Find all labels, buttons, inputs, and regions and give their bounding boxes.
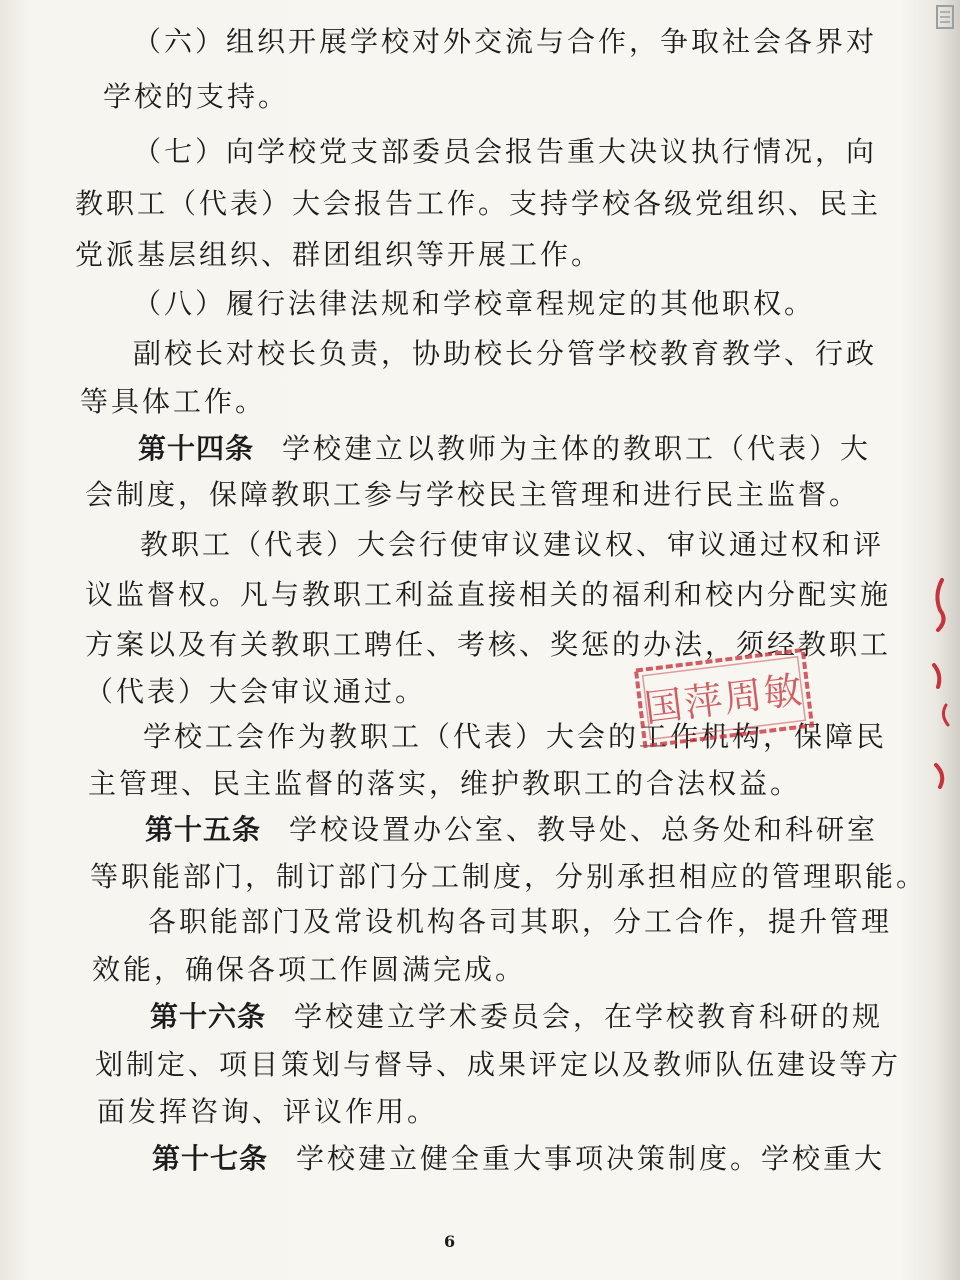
article-14-heading: 第十四条: [138, 432, 255, 465]
text-line-2: 学校的支持。: [103, 80, 290, 113]
text-line-24: 学校建立健全重大事项决策制度。学校重大: [296, 1142, 886, 1175]
text-line-16: 主管理、民主监督的落实，维护教职工的合法权益。: [88, 767, 802, 800]
svg-text:国萍周敏: 国萍周敏: [642, 667, 807, 731]
text-line-18: 等职能部门，制订部门分工制度，分别承担相应的管理职能。: [90, 860, 928, 893]
text-line-13: 方案以及有关教职工聘任、考核、奖惩的办法，须经教职工: [85, 628, 892, 661]
text-line-6: （八）履行法律法规和学校章程规定的其他职权。: [133, 287, 816, 320]
corner-mark-icon: [935, 4, 955, 30]
text-line-8: 等具体工作。: [80, 385, 267, 418]
text-line-9: 学校建立以教师为主体的教职工（代表）大: [282, 432, 872, 465]
text-line-23: 面发挥咨询、评议作用。: [97, 1095, 439, 1128]
text-line-4: 教职工（代表）大会报告工作。支持学校各级党组织、民主: [75, 187, 882, 220]
text-line-20: 效能，确保各项工作圆满完成。: [92, 953, 527, 986]
text-line-1: （六）组织开展学校对外交流与合作，争取社会各界对: [133, 25, 878, 58]
text-line-11: 教职工（代表）大会行使审议建议权、审议通过权和评: [140, 528, 885, 561]
article-15-heading: 第十五条: [145, 813, 262, 846]
text-line-12: 议监督权。凡与教职工利益直接相关的福利和校内分配实施: [85, 578, 892, 611]
text-line-21: 学校建立学术委员会，在学校教育科研的规: [294, 1000, 884, 1033]
page-number: 6: [444, 1232, 456, 1251]
text-line-14: （代表）大会审议通过。: [85, 675, 427, 708]
text-line-7: 副校长对校长负责，协助校长分管学校教育教学、行政: [133, 337, 878, 370]
text-line-19: 各职能部门及常设机构各司其职，分工合作，提升管理: [148, 905, 893, 938]
article-17-heading: 第十七条: [152, 1142, 269, 1175]
text-line-3: （七）向学校党支部委员会报告重大决议执行情况，向: [133, 135, 878, 168]
text-line-22: 划制定、项目策划与督导、成果评定以及教师队伍建设等方: [95, 1048, 902, 1081]
article-14-line: [138, 432, 871, 466]
article-16-line: [150, 1000, 883, 1034]
text-line-17: 学校设置办公室、教导处、总务处和科研室: [289, 813, 879, 846]
article-16-heading: 第十六条: [150, 1000, 267, 1033]
text-line-15: 学校工会作为教职工（代表）大会的工作机构，保障民: [143, 720, 888, 753]
article-15-line: [145, 813, 878, 847]
article-17-line: [152, 1142, 885, 1176]
red-margin-marks: [912, 575, 960, 790]
text-line-5: 党派基层组织、群团组织等开展工作。: [75, 238, 603, 271]
text-line-10: 会制度，保障教职工参与学校民主管理和进行民主监督。: [85, 478, 861, 511]
